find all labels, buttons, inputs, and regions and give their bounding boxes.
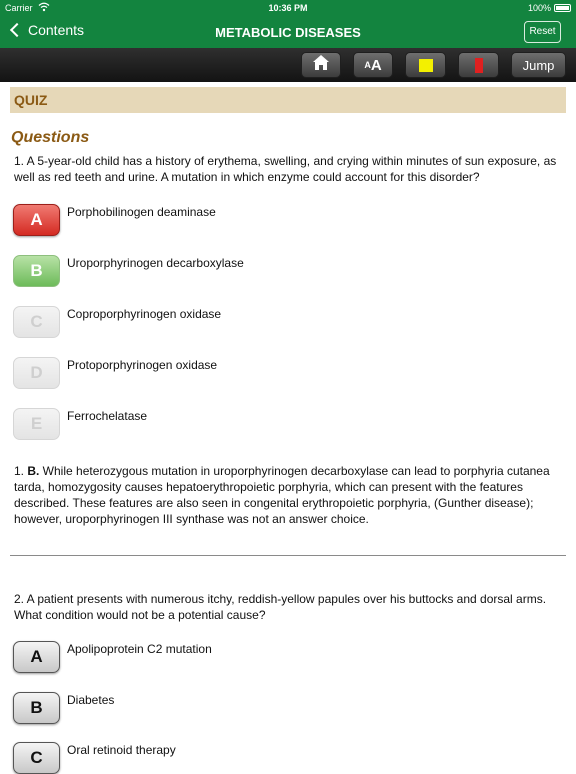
question-1-text: 1. A 5-year-old child has a history of erythema, swelling, and crying within minutes of sun exposure, as well as red teeth and urine. A mutation in which enzyme could account for this disorder? — [14, 154, 557, 184]
explanation-answer: B. — [27, 464, 40, 478]
red-bookmark-button[interactable] — [458, 52, 499, 78]
q1-option-b-label: Uroporphyrinogen decarboxylase — [67, 256, 244, 270]
q2-option-b-button[interactable]: B — [13, 692, 60, 724]
yellow-highlight-button[interactable] — [405, 52, 446, 78]
explanation-number: 1. — [14, 464, 28, 478]
toolbar — [0, 48, 576, 82]
q1-option-c-label: Coproporphyrinogen oxidase — [67, 307, 222, 321]
q1-option-c-button[interactable]: C — [13, 306, 60, 338]
carrier-label: Carrier — [5, 3, 33, 13]
q1-option-d-label: Protoporphyrinogen oxidase — [67, 358, 218, 372]
home-button[interactable] — [301, 52, 341, 78]
reset-button[interactable]: Reset — [524, 21, 561, 43]
battery-icon — [554, 4, 571, 12]
status-time: 10:36 PM — [268, 3, 308, 13]
q2-option-b-label: Diabetes — [67, 693, 115, 707]
font-small-glyph: A — [364, 60, 371, 70]
q1-option-b-button[interactable]: B — [13, 255, 60, 287]
home-icon — [312, 54, 330, 76]
yellow-highlight-icon — [419, 59, 433, 72]
q2-option-c-button[interactable]: C — [13, 742, 60, 774]
q1-option-e-button[interactable]: E — [13, 408, 60, 440]
font-size-button[interactable] — [353, 52, 393, 78]
question-2-text: 2. A patient presents with numerous itchy, reddish-yellow papules over his buttocks and dorsal arms. What condition would not be a potential cause? — [14, 592, 547, 622]
q1-option-a-button[interactable]: A — [13, 204, 60, 236]
q1-option-d-button[interactable]: D — [13, 357, 60, 389]
divider — [10, 555, 566, 556]
q2-option-c-label: Oral retinoid therapy — [67, 743, 176, 757]
question-1-explanation — [14, 463, 562, 527]
section-title: Questions — [11, 129, 90, 146]
q2-option-a-button[interactable]: A — [13, 641, 60, 673]
explanation-text: While heterozygous mutation in uroporphyrinogen decarboxylase can lead to porphyria cutanea tarda, homozygosity causes hepatoerythropoietic porphyria, which can present with the features described. These features are also seen in congenital erythropoietic porphyria, (Gunther disease); however, uroporphyrinogen III synthase was not an answer choice. — [14, 464, 550, 526]
q1-option-e-label: Ferrochelatase — [67, 409, 148, 423]
back-label: Contents — [28, 22, 85, 38]
red-bookmark-icon — [475, 58, 483, 73]
quiz-header: QUIZ — [10, 87, 566, 113]
q1-option-a-label: Porphobilinogen deaminase — [67, 205, 216, 219]
page-title: METABOLIC DISEASES — [215, 25, 361, 40]
jump-button[interactable]: Jump — [511, 52, 566, 78]
nav-bar — [0, 16, 576, 48]
q2-option-a-label: Apolipoprotein C2 mutation — [67, 642, 212, 656]
status-bar — [0, 0, 576, 16]
battery-percent: 100% — [527, 3, 551, 13]
font-large-glyph: A — [370, 56, 382, 74]
